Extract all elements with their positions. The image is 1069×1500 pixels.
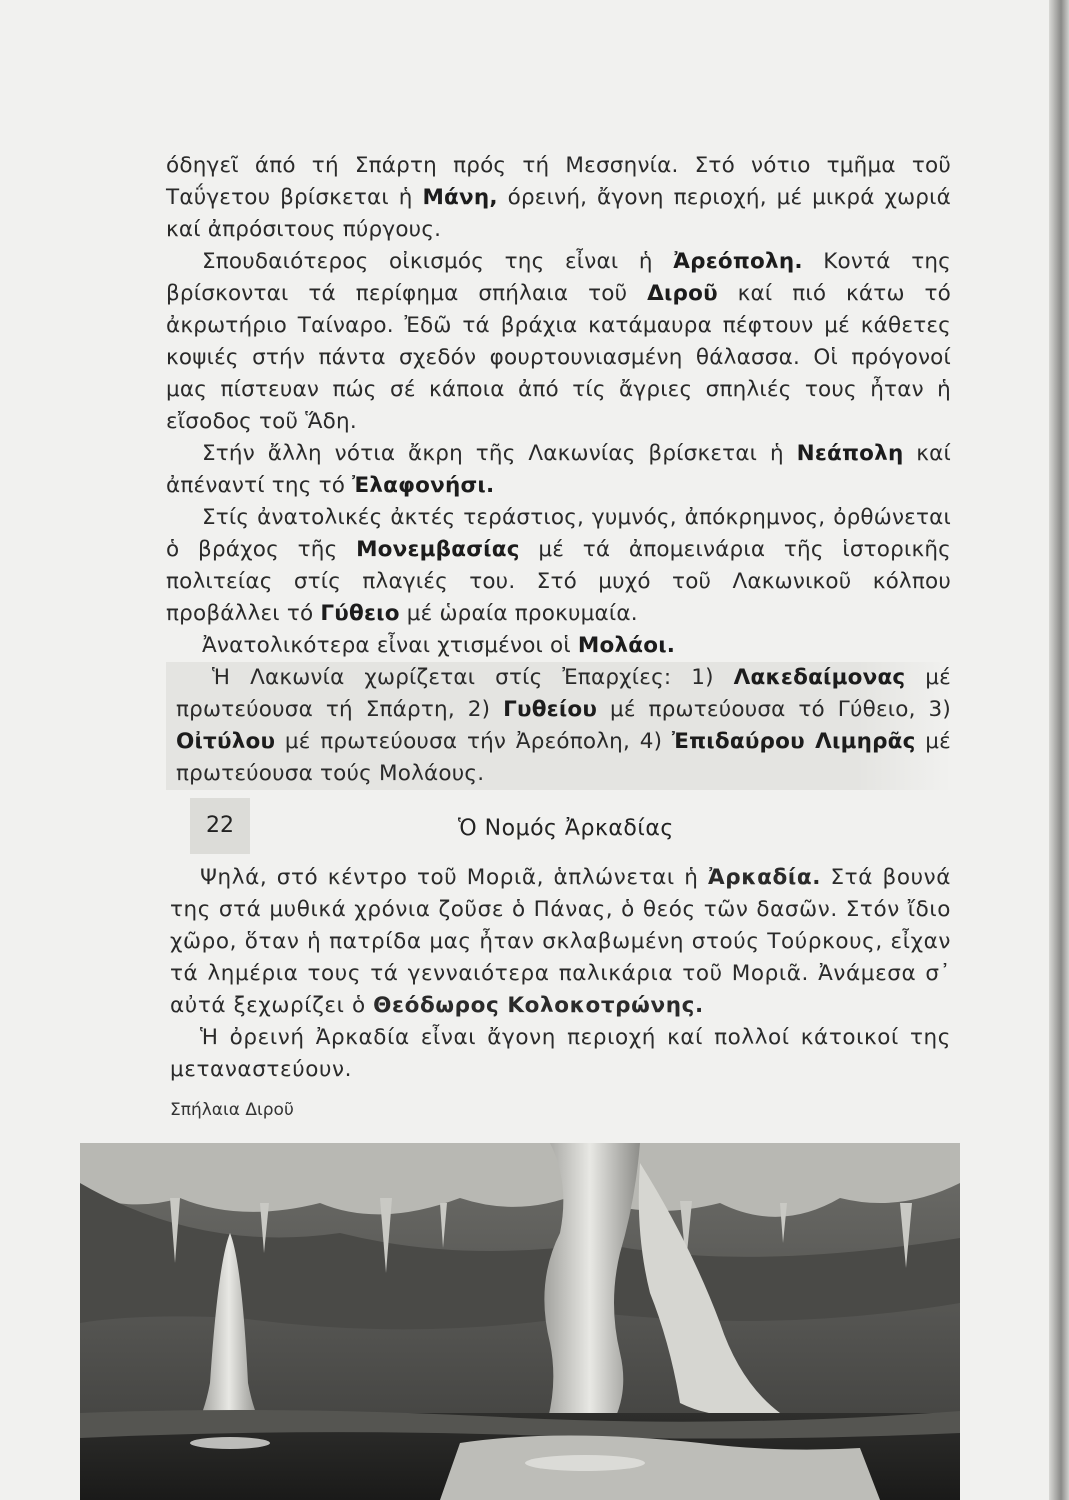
bold-term: Οἰτύλου xyxy=(176,729,276,754)
section-title: Ὁ Νομός Ἀρκαδίας xyxy=(458,816,674,841)
bold-term: Μολάοι. xyxy=(577,633,676,658)
bold-term: Μονεμβασίας xyxy=(356,537,520,562)
section-header xyxy=(190,798,950,858)
bold-term: Ἐλαφονήσι. xyxy=(352,473,495,498)
bold-term: Γύθειο xyxy=(320,601,400,626)
paragraph-monemvasia: Στίς ἀνατολικές ἀκτές τεράστιος, γυμνός, ἀπόκρημνος, ὀρθώνεται ὁ βράχος τῆς Μονεμβασίας μέ τά ἀπομεινάρια τῆς ἱστορικῆς πολιτείας στίς πλαγιές του. Στό μυχό τοῦ Λακωνικοῦ κόλπου προβάλλει τό Γύθειο μέ ὡραία προκυμαία. xyxy=(166,505,951,626)
paragraph-areopoli: Σπουδαιότερος οἰκισμός της εἶναι ἡ Ἀρεόπολη. Κοντά της βρίσκονται τά περίφημα σπήλαια τοῦ Διροῦ καί πιό κάτω τό ἀκρωτήριο Ταίναρο. Ἐδῶ τά βράχια κατάμαυρα πέφτουν μέ κάθετες κοψιές στήν πάντα σχεδόν φουρτουνιασμένη θάλασσα. Οἱ πρόγονοί μας πίστευαν πώς σέ κάποια ἀπό τίς ἄγριες σπηλιές τους ἦταν ἡ εἴσοδος τοῦ Ἅδη. xyxy=(166,249,952,434)
bold-term: Θεόδωρος Κολοκοτρώνης. xyxy=(373,993,704,1018)
paragraph-provinces: Ἡ Λακωνία χωρίζεται στίς Ἐπαρχίες: 1) Λακεδαίμονας μέ πρωτεύουσα τή Σπάρτη, 2) Γυθείου μέ πρωτεύουσα τό Γύθειο, 3) Οἰτύλου μέ πρωτεύουσα τήν Ἀρεόπολη, 4) Ἐπιδαύρου Λιμηρᾶς μέ πρωτεύουσα τούς Μολάους. xyxy=(166,662,951,790)
paragraph-mani: όδηγεῖ άπό τή Σπάρτη πρός τή Μεσσηνία. Στό νότιο τμῆμα τοῦ Ταΰγετου βρίσκεται ἡ Μάνη, όρεινή, ἄγονη περιοχή, μέ μικρά χωριά καί ἀπρόσιτους πύργους. xyxy=(166,153,952,242)
paragraph-neapoli: Στήν ἄλλη νότια ἄκρη τῆς Λακωνίας βρίσκεται ἡ Νεάπολη καί ἀπέναντί της τό Ἐλαφονήσι. xyxy=(166,441,951,498)
paragraph-emigration: Ἡ ὀρεινή Ἀρκαδία εἶναι ἄγονη περιοχή καί πολλοί κάτοικοί της μεταναστεύουν. xyxy=(170,1025,951,1082)
photo-caption: Σπήλαια Διροῦ xyxy=(170,1100,294,1120)
bold-term: Νεάπολη xyxy=(796,441,904,466)
bold-term: Ἀρκαδία. xyxy=(708,865,821,890)
bold-term: Λακεδαίμονας xyxy=(733,665,906,690)
bold-term: Μάνη, xyxy=(422,185,498,210)
bold-term: Διροῦ xyxy=(647,281,718,306)
bold-term: Ἐπιδαύρου Λιμηρᾶς xyxy=(671,729,916,754)
page-binding-edge xyxy=(1049,0,1069,1500)
bold-term: Ἀρεόπολη. xyxy=(673,249,803,274)
lakonia-text xyxy=(166,150,951,790)
paragraph-arkadia: Ψηλά, στό κέντρο τοῦ Μοριᾶ, ἁπλώνεται ἡ Ἀρκαδία. Στά βουνά της στά μυθικά χρόνια ζοῦσε ὁ Πάνας, ὁ θεός τῶν δασῶν. Στόν ἴδιο χῶρο, ὅταν ἡ πατρίδα μας ἦταν σκλαβωμένη στούς Τούρκους, εἶχαν τά λημέρια τους τά γενναιότερα παλικάρια τοῦ Μοριᾶ. Ἀνάμεσα σ᾽ αὐτά ξεχωρίζει ὁ Θεόδωρος Κολοκοτρώνης. xyxy=(170,865,951,1018)
paragraph-molaoi: Ἀνατολικότερα εἶναι χτισμένοι οἱ Μολάοι. xyxy=(202,633,676,658)
cave-illustration xyxy=(80,1143,960,1500)
section-number: 22 xyxy=(190,798,250,854)
cave-photo xyxy=(80,1143,960,1500)
arkadia-text xyxy=(170,862,951,1086)
bold-term: Γυθείου xyxy=(503,697,598,722)
